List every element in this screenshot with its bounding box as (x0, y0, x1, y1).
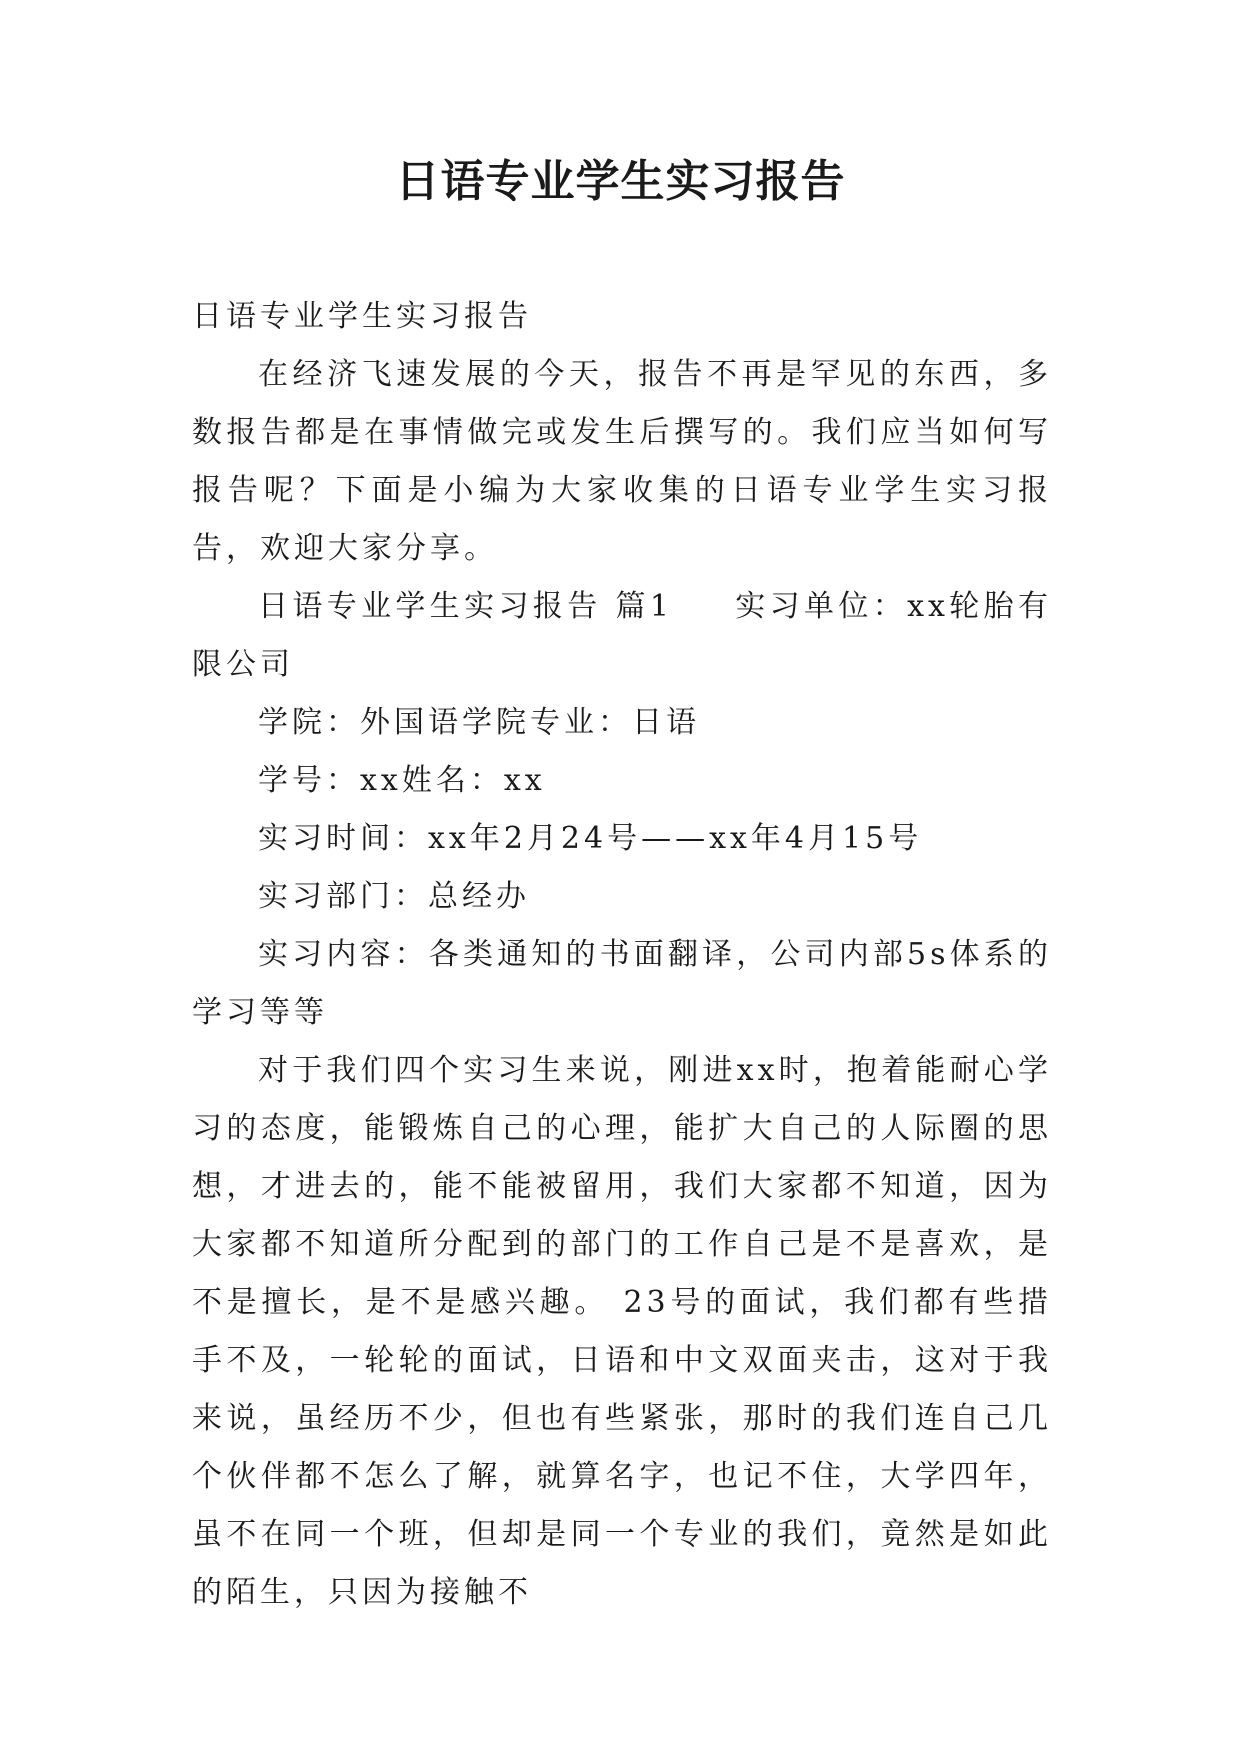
paragraph-heading: 日语专业学生实习报告 (192, 299, 532, 334)
paragraph-internship-time: 实习时间：xx年2月24号——xx年4月15号 (258, 821, 923, 856)
paragraph-department: 实习部门：总经办 (258, 879, 530, 914)
internship-unit: 实习单位：xx轮胎有限公司 (192, 589, 1053, 682)
section-title: 日语专业学生实习报告 篇1 (258, 589, 673, 624)
paragraph-experience: 对于我们四个实习生来说，刚进xx时，抱着能耐心学习的态度，能锻炼自己的心理，能扩大自己的人际圈的思想，才进去的，能不能被留用，我们大家都不知道，因为大家都不知道所分配到的部门的工作自己是不是喜欢，是不是擅长，是不是感兴趣。 23号的面试，我们都有些措手不及，一轮轮的面试，日语和中文双面夹击，这对于我来说，虽经历不少，但也有些紧张，那时的我们连自己几个伙伴都不怎么了解，就算名字，也记不住，大学四年，虽不在同一个班，但却是同一个专业的我们，竟然是如此的陌生，只因为接触不 (192, 1053, 1052, 1610)
document-title: 日语专业学生实习报告 (395, 156, 846, 207)
paragraph-college: 学院：外国语学院专业：日语 (258, 705, 700, 740)
paragraph-student-id: 学号：xx姓名：xx (258, 763, 546, 798)
document-body (192, 288, 1052, 1622)
paragraph-intro: 在经济飞速发展的今天，报告不再是罕见的东西，多数报告都是在事情做完或发生后撰写的。我们应当如何写报告呢？下面是小编为大家收集的日语专业学生实习报告，欢迎大家分享。 (192, 357, 1052, 566)
paragraph-section-header (192, 578, 1052, 694)
paragraph-content: 实习内容：各类通知的书面翻译，公司内部5s体系的学习等等 (192, 937, 1052, 1030)
